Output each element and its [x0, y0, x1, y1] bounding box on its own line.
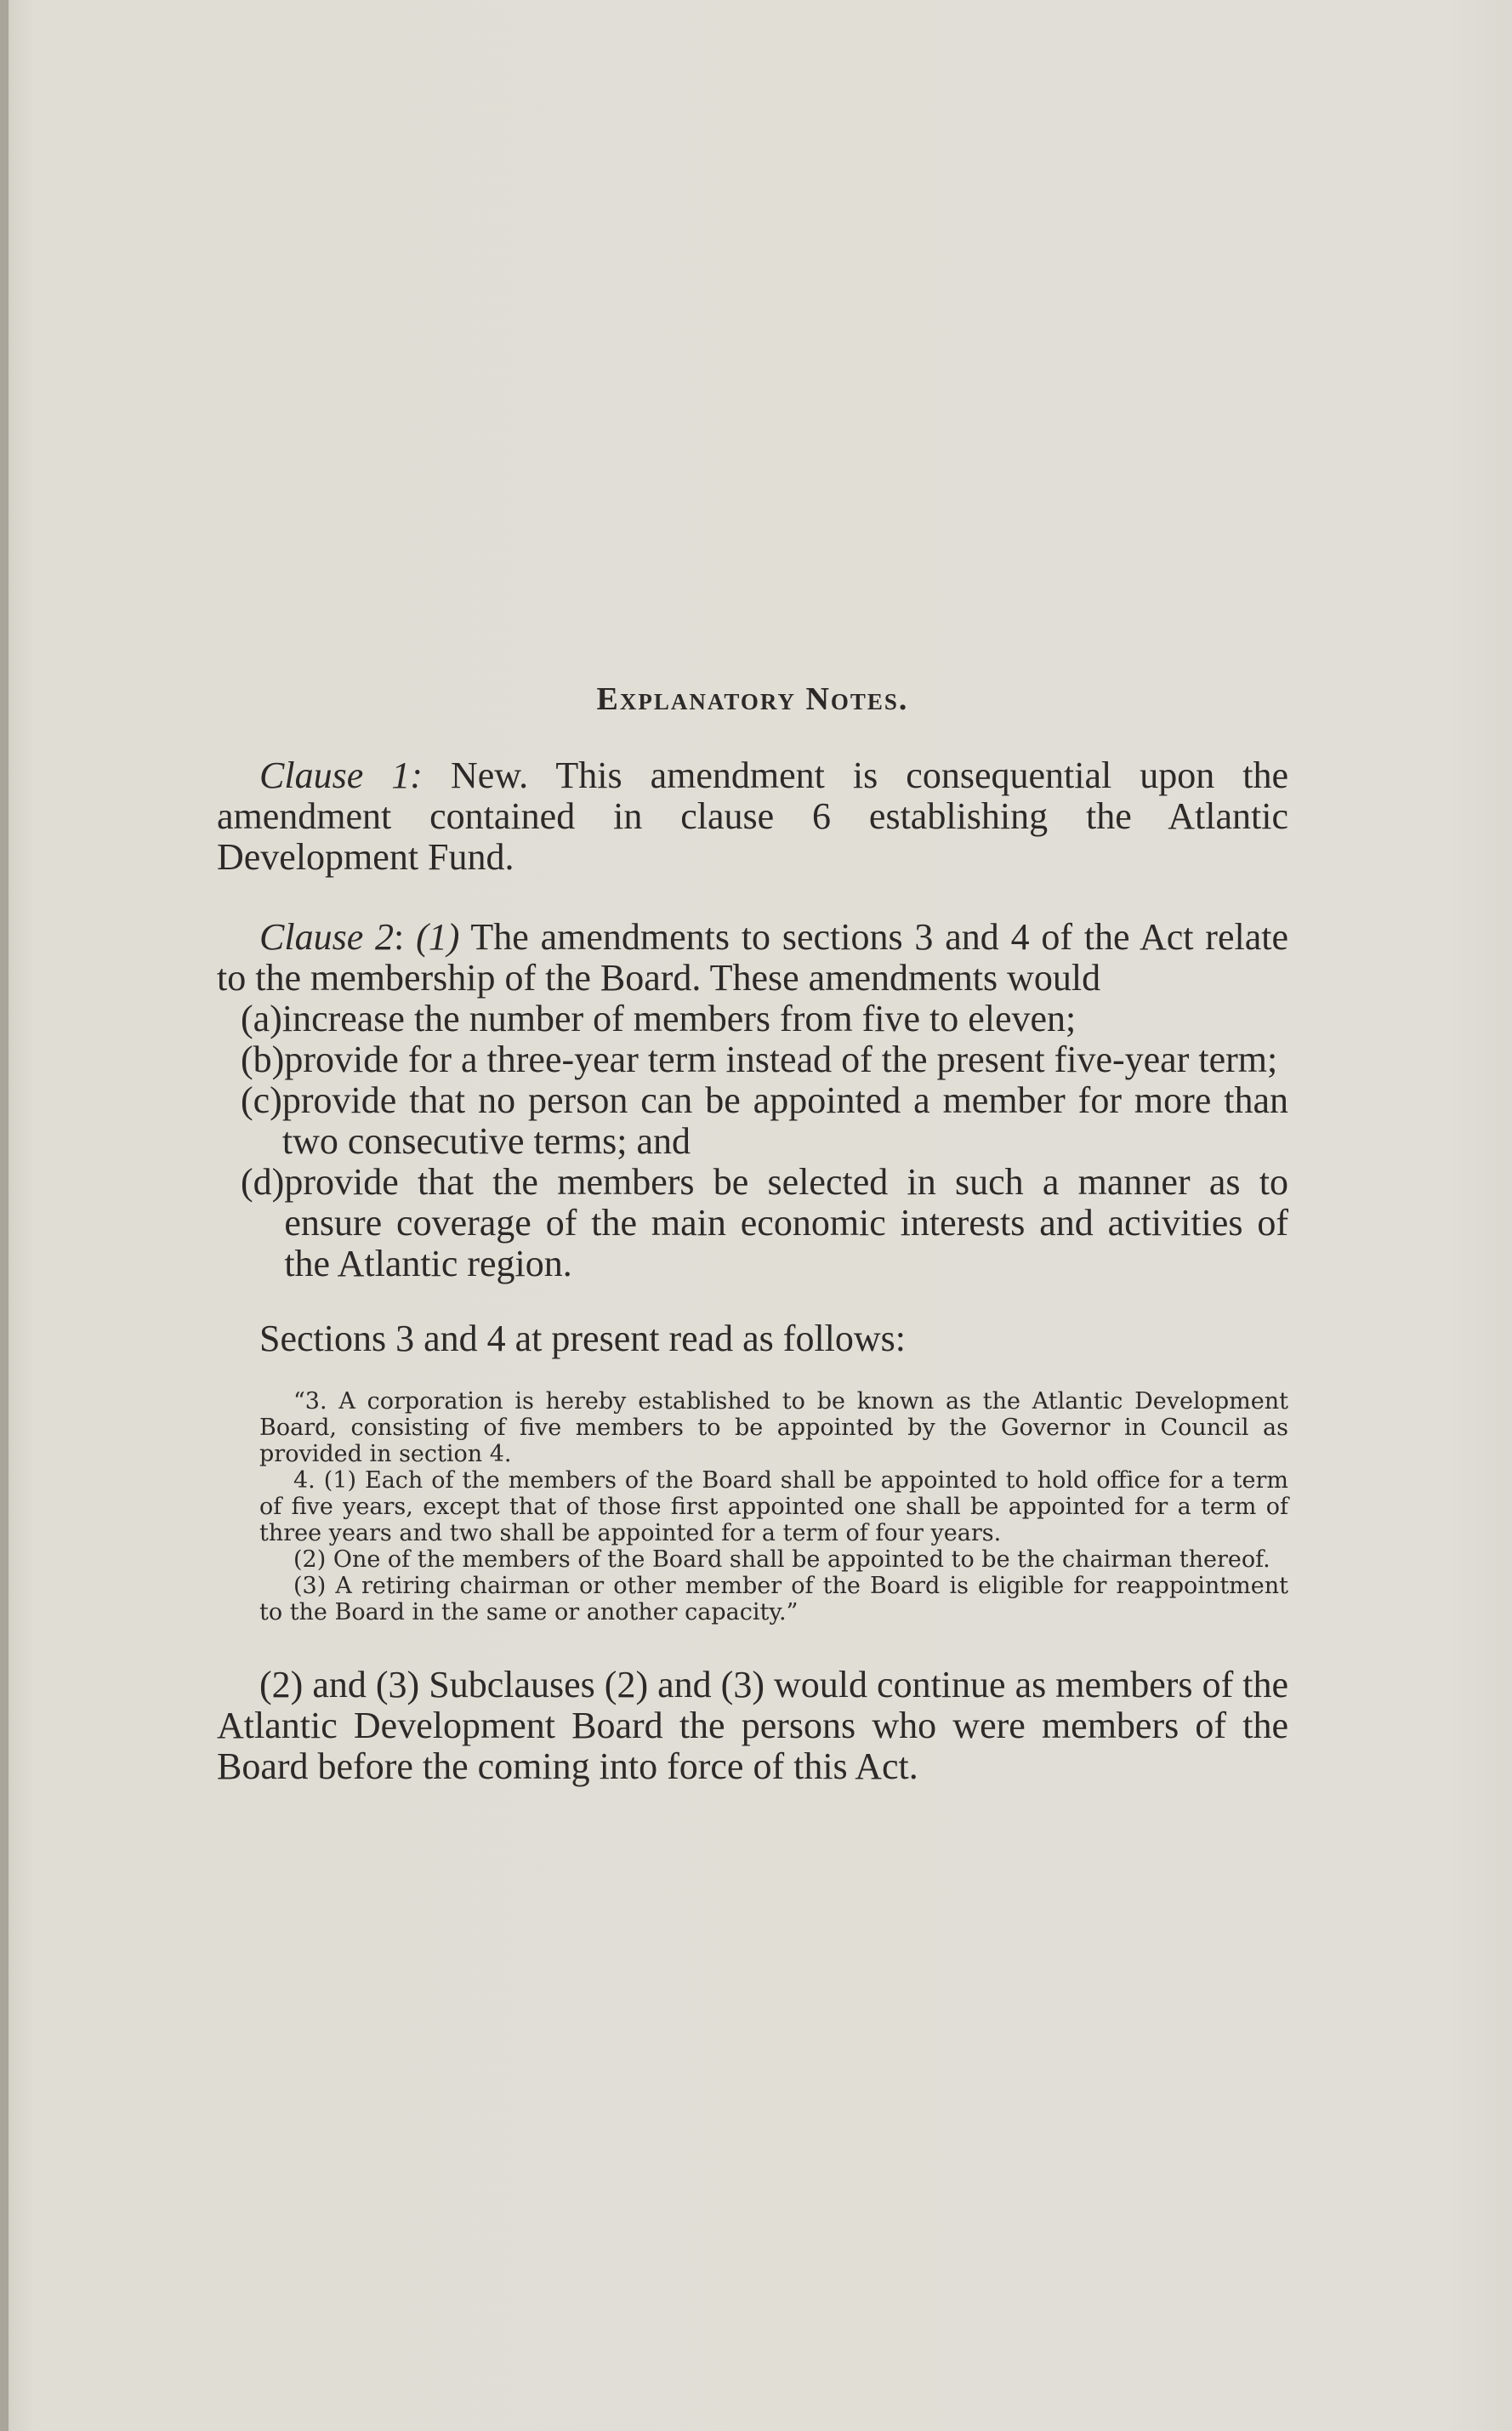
subclauses-refs: (2) and (3): [259, 1664, 420, 1705]
quoted-sections: [217, 1388, 1288, 1625]
subclauses-text: Subclauses (2) and (3) would continue as members of the Atlantic Development Board the persons who were members of the Board before the coming into force of this Act.: [217, 1664, 1288, 1787]
clause-2-note: Clause 2: (1) The amendments to sections 3 and 4 of the Act relate to the membership of the Board. These amendments would: [217, 916, 1288, 999]
amendment-list: [217, 999, 1288, 1284]
clause-1-note: [217, 755, 1288, 878]
list-item: [217, 1080, 1288, 1162]
clause-2-label: Clause 2: [259, 916, 395, 958]
list-item-text: provide that no person can be appointed a member for more than two consecutive terms; and: [281, 1079, 1288, 1162]
quoted-section-4-2: (2) One of the members of the Board shall be appointed to be the chairman thereof.: [293, 1546, 1270, 1573]
sections-intro: Sections 3 and 4 at present read as follows:: [259, 1318, 907, 1359]
list-item-text: increase the number of members from five to eleven;: [281, 998, 1077, 1039]
page-binding-edge: [0, 0, 9, 2431]
list-item-marker: (d): [241, 1161, 285, 1203]
quoted-section-4-1: 4. (1) Each of the members of the Board shall be appointed to hold office for a term of five years, except that of those first appointed one shall be appointed for a term of three years and two shall be appointed for a term of four years.: [259, 1467, 1288, 1546]
page-heading: Explanatory Notes.: [596, 681, 909, 717]
list-item-text: provide that the members be selected in such a manner as to ensure coverage of the main economic interests and activities of the Atlantic region.: [284, 1161, 1288, 1284]
clause-2-intro: The amendments to sections 3 and 4 of the Act relate to the membership of the Board. These amendments would: [217, 916, 1288, 999]
quoted-section-3: “3. A corporation is hereby established to be known as the Atlantic Development Board, consisting of five members to be appointed by the Governor in Council as provided in section 4.: [259, 1388, 1288, 1467]
clause-1-text: New. This amendment is consequential upon the amendment contained in clause 6 establishing the Atlantic Development Fund.: [217, 754, 1288, 878]
list-item-text: provide for a three-year term instead of the present five-year term;: [284, 1039, 1278, 1080]
clause-2-sub: (1): [416, 916, 460, 958]
quoted-section-4-3: (3) A retiring chairman or other member of the Board is eligible for reappointment to the Board in the same or another capacity.”: [259, 1573, 1288, 1625]
clause-1-label: Clause 1:: [259, 754, 423, 796]
list-item: [217, 999, 1288, 1039]
list-item-marker: (c): [241, 1079, 282, 1121]
subclauses-note: [217, 1665, 1288, 1787]
list-item-marker: (b): [241, 1039, 285, 1080]
list-item: [217, 1162, 1288, 1284]
list-item-marker: (a): [241, 998, 282, 1039]
list-item: [217, 1039, 1288, 1080]
explanatory-notes: [217, 680, 1288, 1787]
